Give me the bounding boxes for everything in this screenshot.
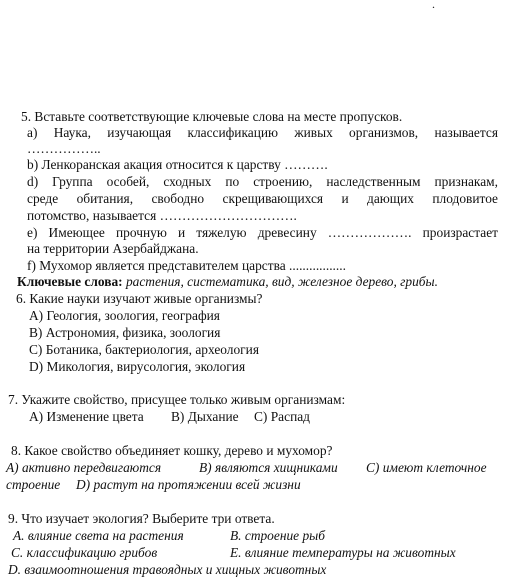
- keywords-label: Ключевые слова:: [17, 274, 123, 289]
- q5-item-d-line3: потомство, называется ………………………….: [27, 208, 297, 223]
- q9-option-c: C. классификацию грибов: [11, 545, 158, 560]
- q9-option-d: D. взаимоотношения травоядных и хищных животных: [8, 562, 327, 577]
- q9-option-e: E. влияние температуры на животных: [230, 545, 456, 560]
- q8-option-c: C) имеют клеточное: [366, 460, 487, 475]
- q8-option-b: B) являются хищниками: [199, 460, 338, 475]
- q6-option-a: A) Геология, зоология, география: [29, 308, 220, 323]
- q5-item-f: f) Мухомор является представителем царства .................: [27, 258, 346, 273]
- q5-item-e-line2: на территории Азербайджана.: [27, 241, 199, 256]
- q7-title: 7. Укажите свойство, присущее только живым организмам:: [8, 392, 346, 407]
- q5-title: 5. Вставьте соответствующие ключевые слова на месте пропусков.: [21, 109, 403, 124]
- keywords-text: растения, систематика, вид, железное дерево, грибы.: [122, 274, 438, 289]
- q9-option-a: A. влияние света на растения: [13, 528, 184, 543]
- q9-option-b: B. строение рыб: [230, 528, 325, 543]
- q6-title: 6. Какие науки изучают живые организмы?: [16, 291, 263, 306]
- q5-item-e-line1: e) Имеющее прочную и тяжелую древесину ………………. произрастает: [27, 225, 498, 240]
- q5-keywords: [17, 274, 438, 290]
- q5-item-d-line1: d) Группа особей, сходных по строению, наследственным признакам,: [27, 174, 498, 189]
- q8-title: 8. Какое свойство объединяет кошку, дерево и мухомор?: [11, 443, 333, 458]
- q6-option-d: D) Микология, вирусология, экология: [29, 359, 246, 374]
- q8-option-d: D) растут на протяжении всей жизни: [76, 477, 301, 492]
- q7-option-a: A) Изменение цвета: [29, 409, 144, 424]
- q5-item-d-line2: среде обитания, свободно скрещивающихся и дающих плодовитое: [27, 191, 498, 206]
- q7-option-c: C) Распад: [254, 409, 310, 424]
- q5-item-a-line1: a) Наука, изучающая классификацию живых организмов, называется: [27, 125, 498, 140]
- q5-item-b: b) Ленкоранская акация относится к царству ……….: [27, 157, 328, 172]
- stray-dot: .: [432, 0, 435, 11]
- q6-option-c: C) Ботаника, бактериология, археология: [29, 342, 259, 357]
- q8-option-a: A) активно передвигаются: [6, 460, 162, 475]
- q6-option-b: B) Астрономия, физика, зоология: [29, 325, 221, 340]
- q8-option-c-cont: строение: [6, 477, 61, 492]
- q7-option-b: B) Дыхание: [171, 409, 239, 424]
- q5-item-a-line2: ……………..: [27, 141, 101, 156]
- q9-title: 9. Что изучает экология? Выберите три ответа.: [8, 511, 275, 526]
